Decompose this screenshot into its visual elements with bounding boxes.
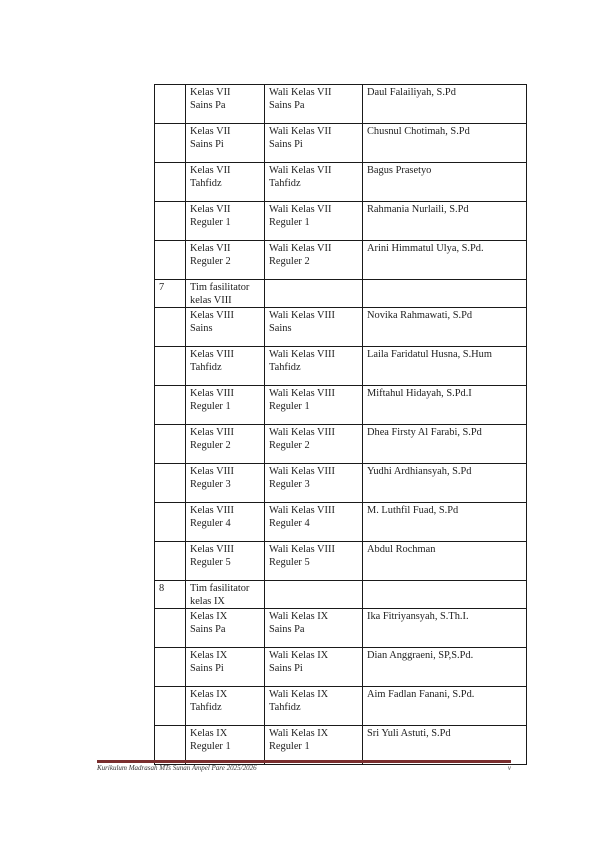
section-title-line: kelas IX <box>190 595 225 607</box>
class-line: Kelas IX <box>190 728 228 739</box>
class-cell <box>186 648 265 687</box>
class-cell <box>186 241 265 280</box>
page-footer <box>97 764 511 772</box>
class-line: Sains Pi <box>190 662 224 674</box>
teacher-name <box>363 280 527 308</box>
role-line: Wali Kelas VIII <box>269 349 335 360</box>
role-line: Wali Kelas VIII <box>269 505 335 516</box>
class-line: Kelas VII <box>190 204 231 215</box>
role-line: Wali Kelas VIII <box>269 466 335 477</box>
row-number <box>155 202 186 241</box>
row-number <box>155 464 186 503</box>
table-row <box>155 425 527 464</box>
class-cell <box>186 308 265 347</box>
role-line: Sains Pa <box>269 99 305 111</box>
teacher-name: Daul Falailiyah, S.Pd <box>363 85 527 124</box>
teacher-name <box>363 581 527 609</box>
class-line: Reguler 1 <box>190 740 231 752</box>
role-line: Reguler 2 <box>269 255 310 267</box>
role-line: Wali Kelas VII <box>269 165 332 176</box>
class-line: Reguler 4 <box>190 517 231 529</box>
role-line: Reguler 1 <box>269 740 310 752</box>
role-line: Reguler 1 <box>269 216 310 228</box>
class-line: Reguler 3 <box>190 478 231 490</box>
class-line: Kelas VII <box>190 126 231 137</box>
role-line: Wali Kelas VII <box>269 243 332 254</box>
table-row <box>155 202 527 241</box>
role-cell <box>265 85 363 124</box>
section-row <box>155 280 527 308</box>
class-line: Sains Pa <box>190 623 226 635</box>
table-row <box>155 648 527 687</box>
class-line: Kelas VIII <box>190 427 234 438</box>
role-cell <box>265 163 363 202</box>
table-row <box>155 726 527 765</box>
role-line: Wali Kelas IX <box>269 728 329 739</box>
row-number <box>155 124 186 163</box>
section-title-cell <box>186 280 265 308</box>
role-cell <box>265 347 363 386</box>
role-line: Wali Kelas VIII <box>269 388 335 399</box>
class-line: Reguler 5 <box>190 556 231 568</box>
row-number <box>155 609 186 648</box>
class-line: Sains Pa <box>190 99 226 111</box>
class-line: Sains Pi <box>190 138 224 150</box>
table-row <box>155 503 527 542</box>
role-line: Wali Kelas VIII <box>269 544 335 555</box>
class-cell <box>186 124 265 163</box>
class-line: Tahfidz <box>190 361 222 373</box>
teacher-name: M. Luthfil Fuad, S.Pd <box>363 503 527 542</box>
role-line: Wali Kelas VII <box>269 204 332 215</box>
class-line: Kelas VII <box>190 165 231 176</box>
table-row <box>155 241 527 280</box>
class-cell <box>186 503 265 542</box>
role-cell <box>265 542 363 581</box>
class-cell <box>186 386 265 425</box>
role-line: Reguler 5 <box>269 556 310 568</box>
teacher-name: Bagus Prasetyo <box>363 163 527 202</box>
role-line: Wali Kelas VII <box>269 87 332 98</box>
role-line: Wali Kelas VII <box>269 126 332 137</box>
role-line: Sains Pa <box>269 623 305 635</box>
section-row <box>155 581 527 609</box>
class-line: Kelas VIII <box>190 544 234 555</box>
role-cell <box>265 241 363 280</box>
teacher-name: Ika Fitriyansyah, S.Th.I. <box>363 609 527 648</box>
class-line: Kelas IX <box>190 650 228 661</box>
role-cell <box>265 464 363 503</box>
table-row <box>155 687 527 726</box>
class-line: Kelas VIII <box>190 310 234 321</box>
class-line: Kelas VII <box>190 87 231 98</box>
class-cell <box>186 726 265 765</box>
row-number: 7 <box>155 280 186 308</box>
class-line: Kelas VIII <box>190 349 234 360</box>
row-number <box>155 726 186 765</box>
teacher-name: Abdul Rochman <box>363 542 527 581</box>
role-line: Wali Kelas VIII <box>269 427 335 438</box>
row-number <box>155 648 186 687</box>
table-row <box>155 85 527 124</box>
section-title-line: Tim fasilitator <box>190 583 250 594</box>
role-line: Wali Kelas IX <box>269 650 329 661</box>
role-cell <box>265 581 363 609</box>
class-line: Tahfidz <box>190 177 222 189</box>
role-cell <box>265 308 363 347</box>
class-cell <box>186 687 265 726</box>
teacher-name: Chusnul Chotimah, S.Pd <box>363 124 527 163</box>
role-line: Reguler 4 <box>269 517 310 529</box>
class-line: Kelas IX <box>190 689 228 700</box>
footer-title: Kurikulum Madrasah MTs Sunan Ampel Pare 2025/2026 <box>97 764 257 772</box>
role-line: Sains Pi <box>269 662 303 674</box>
row-number <box>155 85 186 124</box>
teacher-name: Dian Anggraeni, SP,S.Pd. <box>363 648 527 687</box>
role-line: Sains Pi <box>269 138 303 150</box>
teacher-name: Aim Fadlan Fanani, S.Pd. <box>363 687 527 726</box>
role-line: Wali Kelas IX <box>269 611 329 622</box>
role-line: Sains <box>269 322 292 334</box>
role-cell <box>265 425 363 464</box>
role-cell <box>265 609 363 648</box>
page-number: v <box>507 764 511 772</box>
role-line: Reguler 2 <box>269 439 310 451</box>
role-cell <box>265 648 363 687</box>
teacher-name: Novika Rahmawati, S.Pd <box>363 308 527 347</box>
table-row <box>155 308 527 347</box>
row-number <box>155 425 186 464</box>
table-row <box>155 609 527 648</box>
role-cell <box>265 124 363 163</box>
teacher-name: Laila Faridatul Husna, S.Hum <box>363 347 527 386</box>
class-line: Kelas VIII <box>190 505 234 516</box>
table-row <box>155 163 527 202</box>
class-cell <box>186 542 265 581</box>
staff-table <box>154 84 527 765</box>
class-line: Reguler 1 <box>190 216 231 228</box>
role-line: Wali Kelas VIII <box>269 310 335 321</box>
row-number: 8 <box>155 581 186 609</box>
section-title-cell <box>186 581 265 609</box>
row-number <box>155 347 186 386</box>
role-cell <box>265 503 363 542</box>
role-cell <box>265 386 363 425</box>
section-title-line: Tim fasilitator <box>190 282 250 293</box>
class-line: Kelas VII <box>190 243 231 254</box>
table-row <box>155 386 527 425</box>
class-line: Tahfidz <box>190 701 222 713</box>
class-line: Kelas VIII <box>190 466 234 477</box>
role-cell <box>265 726 363 765</box>
class-cell <box>186 464 265 503</box>
class-cell <box>186 163 265 202</box>
footer-divider <box>97 760 511 763</box>
teacher-name: Miftahul Hidayah, S.Pd.I <box>363 386 527 425</box>
table-row <box>155 124 527 163</box>
table-row <box>155 464 527 503</box>
teacher-name: Sri Yuli Astuti, S.Pd <box>363 726 527 765</box>
class-cell <box>186 609 265 648</box>
role-line: Reguler 3 <box>269 478 310 490</box>
role-line: Tahfidz <box>269 701 301 713</box>
row-number <box>155 163 186 202</box>
class-line: Sains <box>190 322 213 334</box>
teacher-name: Dhea Firsty Al Farabi, S.Pd <box>363 425 527 464</box>
table-row <box>155 347 527 386</box>
teacher-name: Yudhi Ardhiansyah, S.Pd <box>363 464 527 503</box>
teacher-name: Arini Himmatul Ulya, S.Pd. <box>363 241 527 280</box>
row-number <box>155 542 186 581</box>
row-number <box>155 386 186 425</box>
table-row <box>155 542 527 581</box>
role-cell <box>265 280 363 308</box>
class-line: Kelas IX <box>190 611 228 622</box>
class-cell <box>186 425 265 464</box>
class-line: Reguler 2 <box>190 255 231 267</box>
role-line: Tahfidz <box>269 177 301 189</box>
row-number <box>155 503 186 542</box>
class-cell <box>186 347 265 386</box>
row-number <box>155 308 186 347</box>
role-line: Wali Kelas IX <box>269 689 329 700</box>
class-line: Kelas VIII <box>190 388 234 399</box>
class-line: Reguler 1 <box>190 400 231 412</box>
teacher-name: Rahmania Nurlaili, S.Pd <box>363 202 527 241</box>
class-cell <box>186 202 265 241</box>
class-line: Reguler 2 <box>190 439 231 451</box>
role-cell <box>265 202 363 241</box>
role-line: Tahfidz <box>269 361 301 373</box>
class-cell <box>186 85 265 124</box>
role-cell <box>265 687 363 726</box>
role-line: Reguler 1 <box>269 400 310 412</box>
row-number <box>155 241 186 280</box>
section-title-line: kelas VIII <box>190 294 232 306</box>
row-number <box>155 687 186 726</box>
